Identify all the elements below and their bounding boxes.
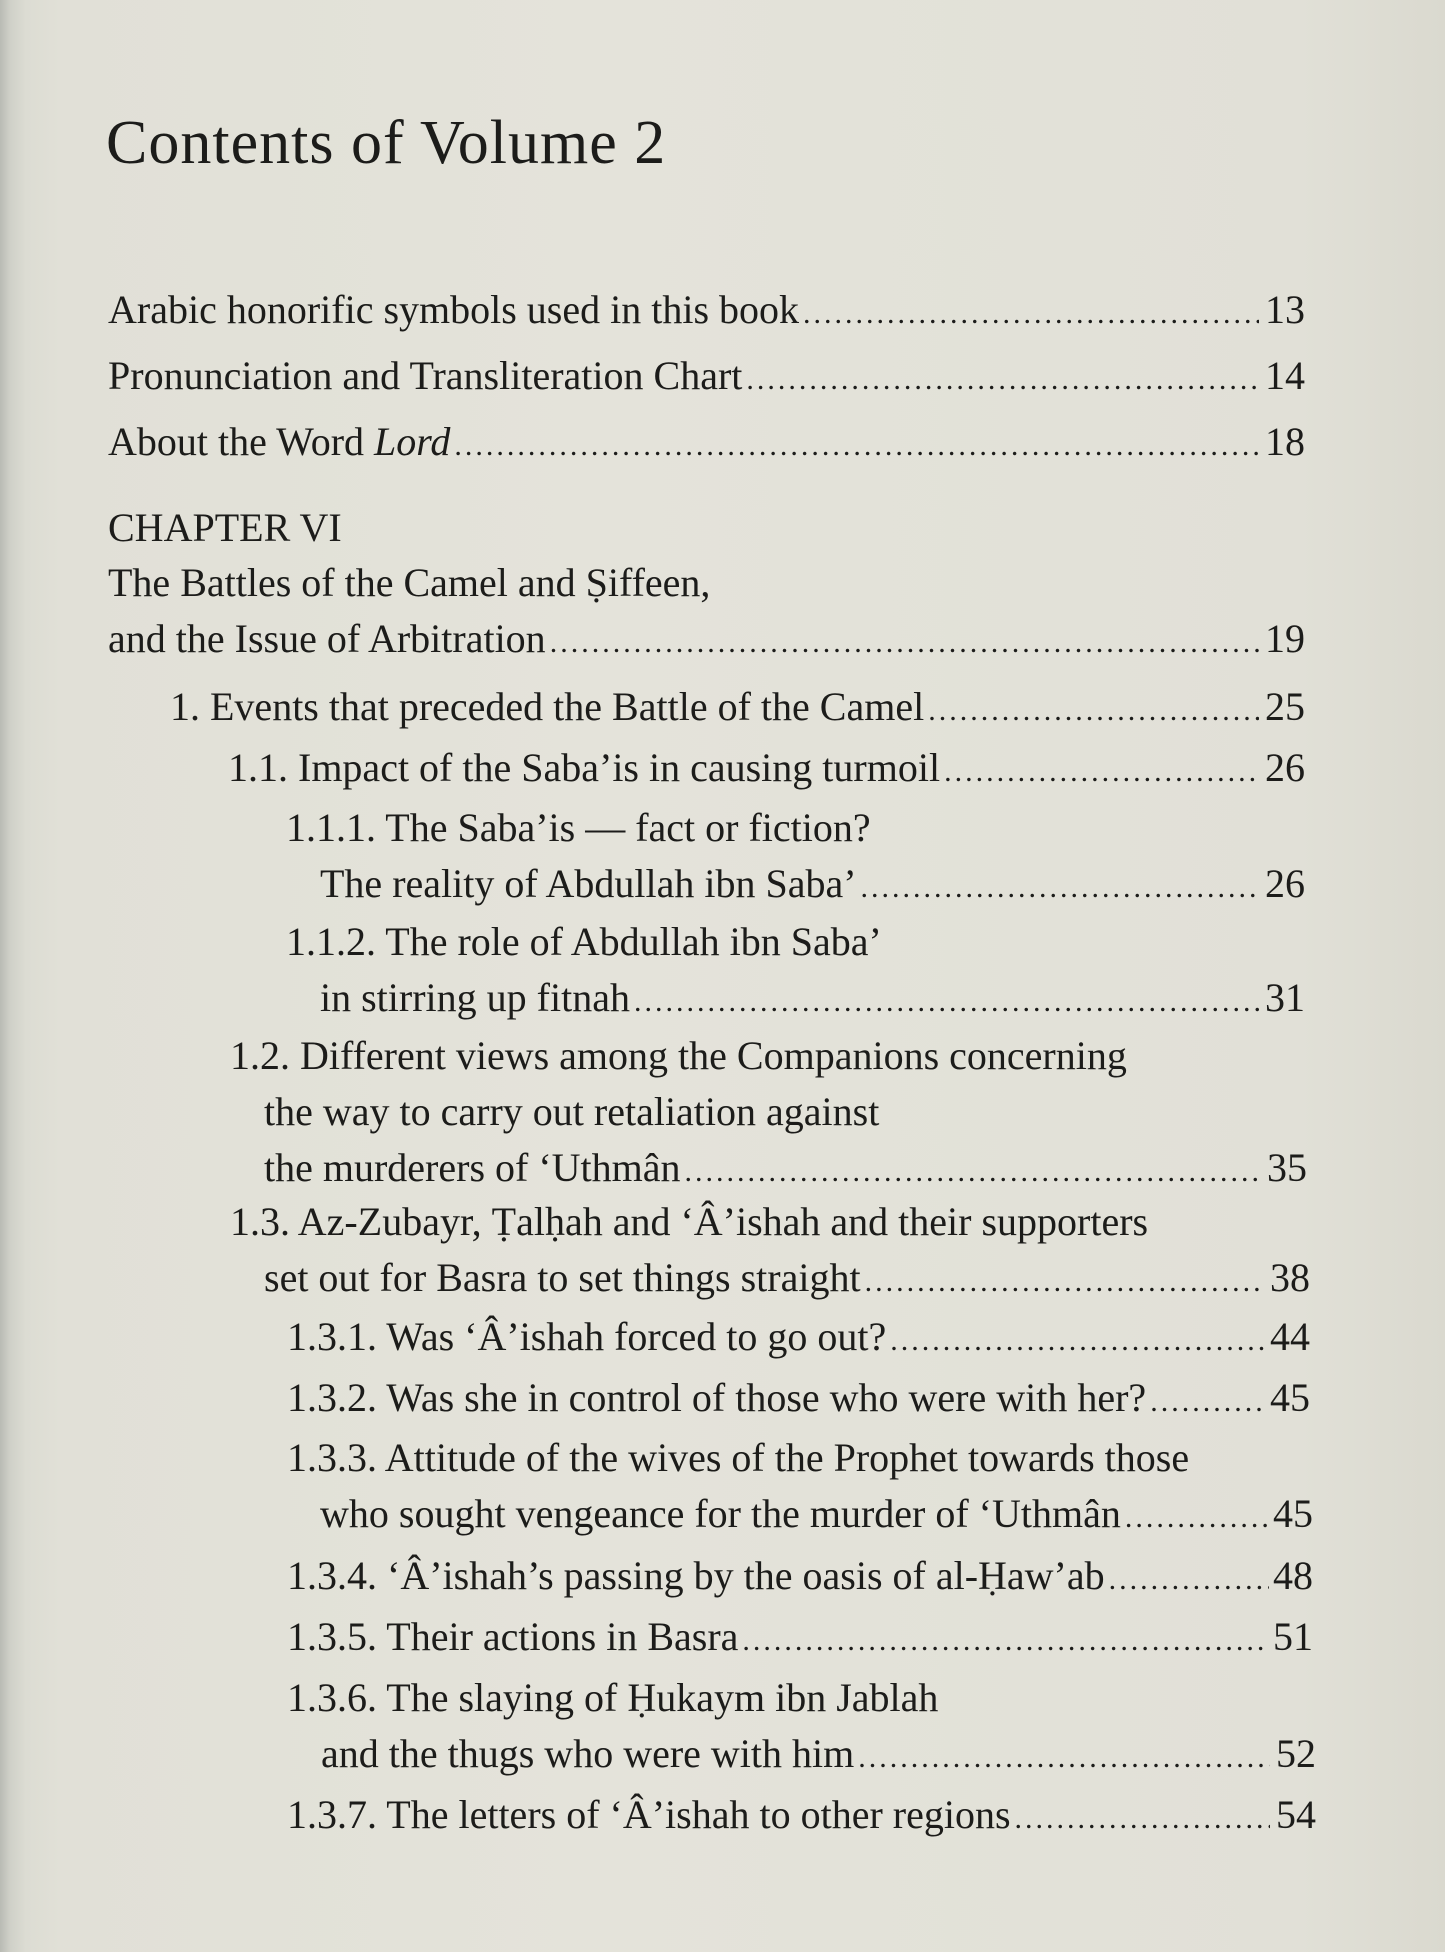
dot-leader <box>550 615 1259 671</box>
toc-entry-label: 1.1. Impact of the Saba’is in causing turmoil <box>228 745 941 790</box>
toc-page-number: 18 <box>1265 419 1305 464</box>
toc-entry-section-1-3[interactable] <box>230 1194 1310 1310</box>
toc-page-number: 25 <box>1265 684 1305 729</box>
toc-page-number: 52 <box>1276 1731 1316 1776</box>
dot-leader <box>865 1254 1264 1310</box>
dot-leader <box>858 1730 1270 1786</box>
toc-entry-label-continued: the way to carry out retaliation against <box>264 1089 880 1134</box>
toc-entry-label-continued: in stirring up fitnah <box>320 975 630 1020</box>
toc-entry-honorific-symbols[interactable] <box>108 282 1305 342</box>
dot-leader <box>803 286 1259 342</box>
dot-leader <box>944 744 1259 800</box>
toc-entry-label: 1.1.1. The Saba’is — fact or fiction? <box>286 805 871 850</box>
toc-entry-section-1-1-1[interactable] <box>286 800 1305 916</box>
dot-leader <box>928 683 1259 739</box>
dot-leader <box>890 1313 1264 1369</box>
toc-entry-label: 1.3.2. Was she in control of those who were with her? <box>287 1375 1147 1420</box>
chapter-title-line-2: and the Issue of Arbitration <box>108 616 546 661</box>
toc-entry-label-continued: The reality of Abdullah ibn Saba’ <box>320 861 857 906</box>
toc-page-number: 44 <box>1270 1314 1310 1359</box>
chapter-number: CHAPTER VI <box>108 505 342 550</box>
toc-page-number: 54 <box>1276 1792 1316 1837</box>
toc-entry-label-continued: set out for Basra to set things straight <box>264 1255 861 1300</box>
dot-leader <box>1150 1374 1266 1430</box>
toc-entry-section-1-3-7[interactable] <box>287 1787 1316 1847</box>
toc-entry-label: 1.3. Az-Zubayr, Ṭalḥah and ‘Â’ishah and their supporters <box>230 1199 1149 1244</box>
toc-entry-label: 1.3.7. The letters of ‘Â’ishah to other regions <box>287 1792 1011 1837</box>
toc-entry-section-1-3-1[interactable] <box>287 1309 1310 1369</box>
toc-entry-label: 1. Events that preceded the Battle of the Camel <box>170 684 925 729</box>
toc-page-number: 14 <box>1265 353 1305 398</box>
toc-page-number: 13 <box>1265 287 1305 332</box>
toc-entry-label: 1.3.5. Their actions in Basra <box>287 1614 739 1659</box>
toc-entry-label-continued: the murderers of ‘Uthmân <box>264 1145 681 1190</box>
toc-entry-label: 1.3.3. Attitude of the wives of the Prophet towards those <box>287 1435 1190 1480</box>
toc-entry-label: 1.2. Different views among the Companions concerning <box>230 1033 1127 1078</box>
toc-entry-label: 1.3.6. The slaying of Ḥukaym ibn Jablah <box>287 1675 939 1720</box>
dot-leader <box>1125 1490 1269 1546</box>
toc-page-number: 51 <box>1273 1614 1313 1659</box>
dot-leader <box>454 418 1259 474</box>
toc-page-number: 45 <box>1273 1491 1313 1536</box>
chapter-title-line-1: The Battles of the Camel and Ṣiffeen, <box>108 560 711 605</box>
toc-entry-label-continued: who sought vengeance for the murder of ‘Uthmân <box>320 1491 1121 1536</box>
toc-entry-section-1-3-5[interactable] <box>287 1609 1313 1669</box>
toc-page-number: 45 <box>1270 1375 1310 1420</box>
toc-page-number: 26 <box>1265 861 1305 906</box>
toc-page-number: 38 <box>1270 1255 1310 1300</box>
toc-entry-label <box>108 414 450 470</box>
toc-entry-pronunciation-chart[interactable] <box>108 348 1305 408</box>
toc-entry-section-1-2[interactable] <box>230 1028 1307 1200</box>
toc-entry-label-italic: Lord <box>374 419 451 464</box>
toc-entry-label-continued: and the thugs who were with him <box>321 1731 855 1776</box>
toc-page-number: 48 <box>1273 1553 1313 1598</box>
dot-leader <box>742 1613 1267 1669</box>
toc-entry-section-1-1-2[interactable] <box>286 914 1305 1030</box>
toc-entry-label: Pronunciation and Transliteration Chart <box>108 353 743 398</box>
toc-page-number: 19 <box>1265 616 1305 661</box>
toc-page-number: 26 <box>1265 745 1305 790</box>
toc-entry-label: 1.3.1. Was ‘Â’ishah forced to go out? <box>287 1314 887 1359</box>
toc-page-number: 31 <box>1265 975 1305 1020</box>
toc-entry-chapter-title[interactable] <box>108 555 1305 671</box>
toc-entry-section-1-3-3[interactable] <box>287 1430 1313 1546</box>
toc-entry-label-text: About the Word <box>108 419 375 464</box>
toc-page-number: 35 <box>1267 1145 1307 1190</box>
dot-leader <box>861 860 1259 916</box>
toc-entry-label: Arabic honorific symbols used in this book <box>108 287 800 332</box>
dot-leader <box>634 974 1259 1030</box>
toc-entry-section-1-3-6[interactable] <box>287 1670 1316 1786</box>
toc-entry-word-lord[interactable] <box>108 414 1305 474</box>
dot-leader <box>685 1144 1261 1200</box>
toc-entry-section-1-3-4[interactable] <box>287 1548 1313 1608</box>
toc-entry-label: 1.1.2. The role of Abdullah ibn Saba’ <box>286 919 882 964</box>
toc-entry-section-1[interactable] <box>170 679 1305 739</box>
page-title: Contents of Volume 2 <box>106 109 667 177</box>
toc-entry-label: 1.3.4. ‘Â’ishah’s passing by the oasis of al-Ḥaw’ab <box>287 1553 1105 1598</box>
dot-leader <box>1109 1552 1269 1608</box>
toc-entry-section-1-3-2[interactable] <box>287 1370 1310 1430</box>
dot-leader <box>746 352 1259 408</box>
toc-entry-section-1-1[interactable] <box>228 740 1305 800</box>
dot-leader <box>1015 1791 1270 1847</box>
